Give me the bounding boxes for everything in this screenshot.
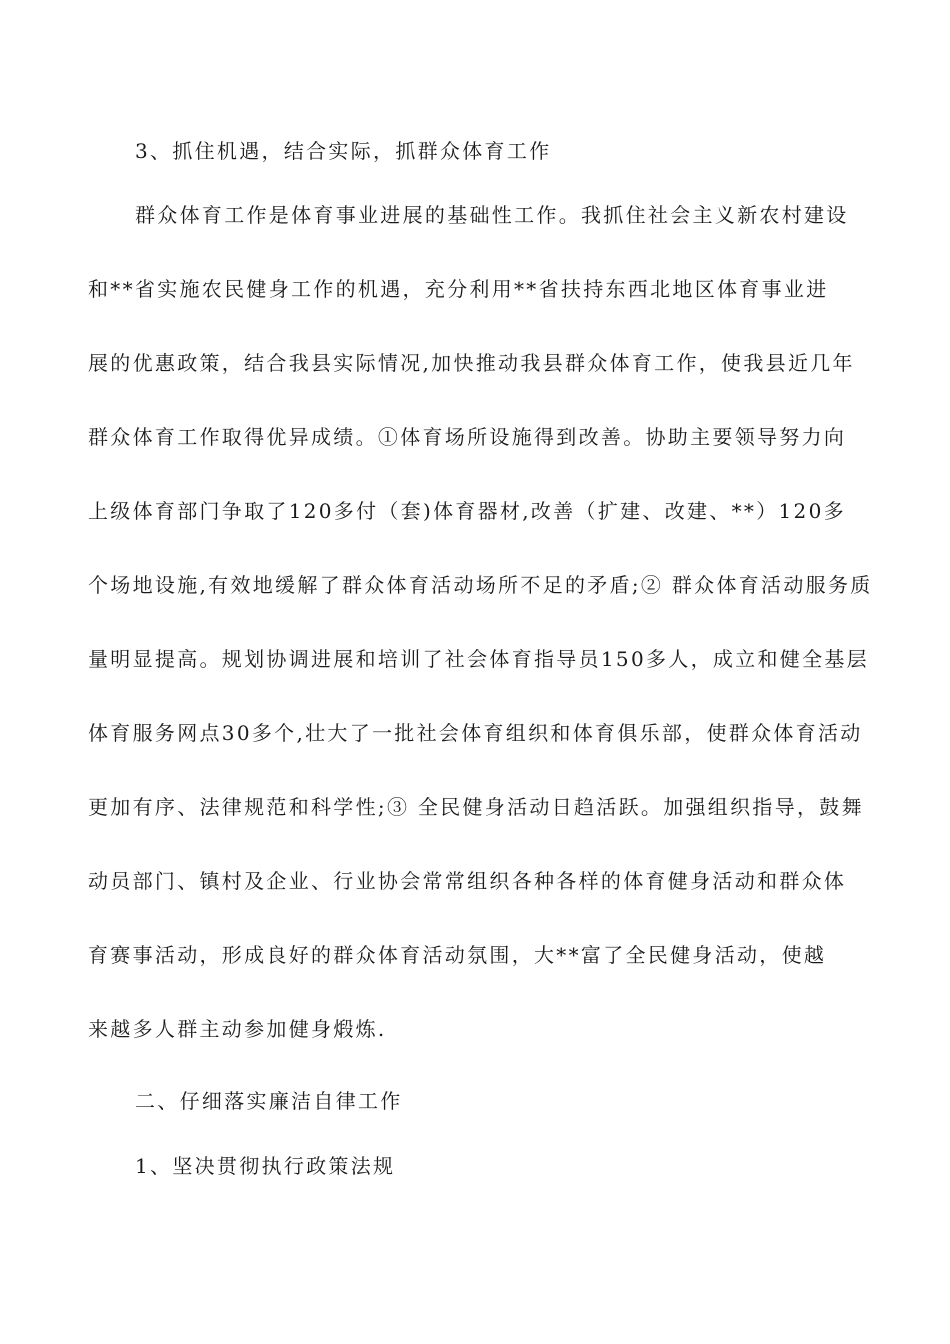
paragraph-line: 群众体育工作是体育事业进展的基础性工作。我抓住社会主义新农村建设 bbox=[135, 203, 849, 227]
paragraph-line: 量明显提高。规划协调进展和培训了社会体育指导员150多人，成立和健全基层 bbox=[88, 647, 869, 671]
paragraph-line: 上级体育部门争取了120多付（套)体育器材,改善（扩建、改建、**）120多 bbox=[88, 499, 846, 523]
section-heading-2: 二、仔细落实廉洁自律工作 bbox=[135, 1089, 403, 1113]
paragraph-line: 来越多人群主动参加健身煅炼. bbox=[88, 1017, 387, 1041]
paragraph-line: 更加有序、法律规范和科学性;③ 全民健身活动日趋活跃。加强组织指导，鼓舞 bbox=[88, 795, 864, 819]
paragraph-line: 体育服务网点30多个,壮大了一批社会体育组织和体育俱乐部，使群众体育活动 bbox=[88, 721, 863, 745]
paragraph-line: 动员部门、镇村及企业、行业协会常常组织各种各样的体育健身活动和群众体 bbox=[88, 869, 847, 893]
paragraph-line: 育赛事活动，形成良好的群众体育活动氛围，大**富了全民健身活动，使越 bbox=[88, 943, 827, 967]
paragraph-line: 和**省实施农民健身工作的机遇，充分利用**省扶持东西北地区体育事业进 bbox=[88, 277, 829, 301]
subsection-heading-1: 1、坚决贯彻执行政策法规 bbox=[135, 1154, 396, 1178]
section-heading-3: 3、抓住机遇，结合实际，抓群众体育工作 bbox=[135, 139, 552, 163]
paragraph-line: 群众体育工作取得优异成绩。①体育场所设施得到改善。协助主要领导努力向 bbox=[88, 425, 847, 449]
paragraph-line: 展的优惠政策，结合我县实际情况,加快推动我县群众体育工作，使我县近几年 bbox=[88, 351, 855, 375]
paragraph-line: 个场地设施,有效地缓解了群众体育活动场所不足的矛盾;② 群众体育活动服务质 bbox=[88, 573, 873, 597]
